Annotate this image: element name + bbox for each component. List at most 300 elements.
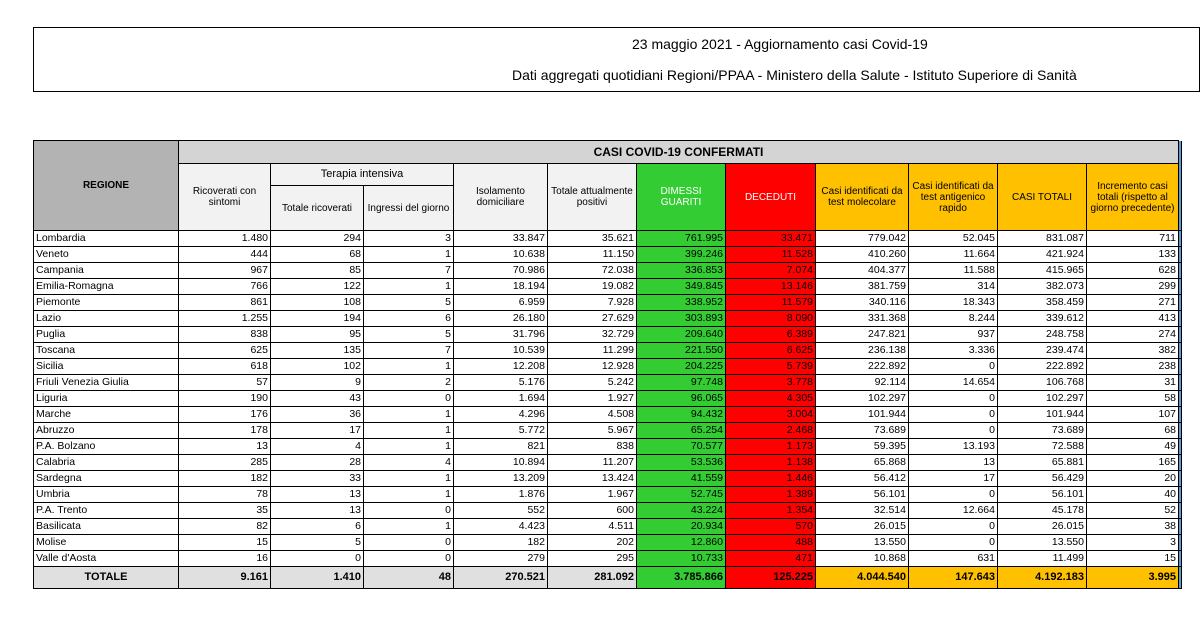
value-cell: 43.224 — [637, 503, 726, 519]
value-cell: 11.528 — [726, 247, 816, 263]
value-cell: 339.612 — [998, 311, 1087, 327]
value-cell: 1 — [364, 423, 454, 439]
blue-edge-cell — [1179, 551, 1182, 567]
value-cell: 176 — [179, 407, 271, 423]
value-cell: 32.729 — [548, 327, 637, 343]
value-cell: 236.138 — [816, 343, 909, 359]
region-name-cell: Lazio — [34, 311, 179, 327]
value-cell: 12.928 — [548, 359, 637, 375]
value-cell: 13 — [909, 455, 998, 471]
table-row — [34, 551, 1182, 567]
value-cell: 248.758 — [998, 327, 1087, 343]
value-cell: 0 — [364, 551, 454, 567]
region-name-cell: Toscana — [34, 343, 179, 359]
value-cell: 7 — [364, 263, 454, 279]
value-cell: 35 — [179, 503, 271, 519]
table-row — [34, 407, 1182, 423]
value-cell: 0 — [364, 535, 454, 551]
value-cell: 5 — [364, 295, 454, 311]
value-cell: 271 — [1087, 295, 1179, 311]
value-cell: 239.474 — [998, 343, 1087, 359]
value-cell: 101.944 — [816, 407, 909, 423]
col-header-isolamento: Isolamento domiciliare — [454, 164, 548, 231]
region-name-cell: P.A. Bolzano — [34, 439, 179, 455]
value-cell: 5.967 — [548, 423, 637, 439]
col-header-positivi: Totale attualmente positivi — [548, 164, 637, 231]
value-cell: 779.042 — [816, 231, 909, 247]
value-cell: 552 — [454, 503, 548, 519]
col-header-deceduti: DECEDUTI — [726, 164, 816, 231]
covid-cases-table — [33, 140, 1182, 589]
blue-edge-cell — [1179, 375, 1182, 391]
value-cell: 349.845 — [637, 279, 726, 295]
value-cell: 1.255 — [179, 311, 271, 327]
value-cell: 56.412 — [816, 471, 909, 487]
value-cell: 279 — [454, 551, 548, 567]
value-cell: 165 — [1087, 455, 1179, 471]
value-cell: 209.640 — [637, 327, 726, 343]
blue-edge-cell — [1179, 359, 1182, 375]
col-header-ti-totale: Totale ricoverati — [271, 186, 364, 231]
value-cell: 0 — [364, 391, 454, 407]
table-row — [34, 359, 1182, 375]
blue-edge-cell — [1179, 535, 1182, 551]
blue-edge-cell — [1179, 391, 1182, 407]
value-cell: 12.208 — [454, 359, 548, 375]
value-cell: 135 — [271, 343, 364, 359]
value-cell: 78 — [179, 487, 271, 503]
value-cell: 6 — [364, 311, 454, 327]
value-cell: 6.389 — [726, 327, 816, 343]
table-row — [34, 487, 1182, 503]
value-cell: 45.178 — [998, 503, 1087, 519]
header-date: 23 maggio 2021 - Aggiornamento casi Covid-19 — [632, 36, 928, 52]
value-cell: 182 — [179, 471, 271, 487]
value-cell: 190 — [179, 391, 271, 407]
table-row — [34, 519, 1182, 535]
value-cell: 631 — [909, 551, 998, 567]
value-cell: 107 — [1087, 407, 1179, 423]
region-name-cell: Emilia-Romagna — [34, 279, 179, 295]
value-cell: 102.297 — [816, 391, 909, 407]
value-cell: 36 — [271, 407, 364, 423]
value-cell: 415.965 — [998, 263, 1087, 279]
blue-edge-cell — [1179, 231, 1182, 247]
value-cell: 12.860 — [637, 535, 726, 551]
region-name-cell: Abruzzo — [34, 423, 179, 439]
value-cell: 10.638 — [454, 247, 548, 263]
value-cell: 628 — [1087, 263, 1179, 279]
table-row — [34, 439, 1182, 455]
value-cell: 4.423 — [454, 519, 548, 535]
table-row — [34, 311, 1182, 327]
region-name-cell: Puglia — [34, 327, 179, 343]
total-value-cell: 9.161 — [179, 567, 271, 589]
value-cell: 838 — [548, 439, 637, 455]
col-header-guariti: DIMESSI GUARITI — [637, 164, 726, 231]
value-cell: 1.138 — [726, 455, 816, 471]
value-cell: 7.928 — [548, 295, 637, 311]
value-cell: 4 — [271, 439, 364, 455]
value-cell: 95 — [271, 327, 364, 343]
value-cell: 285 — [179, 455, 271, 471]
region-name-cell: Liguria — [34, 391, 179, 407]
total-value-cell: 48 — [364, 567, 454, 589]
value-cell: 33.471 — [726, 231, 816, 247]
value-cell: 56.101 — [816, 487, 909, 503]
col-header-totali: CASI TOTALI — [998, 164, 1087, 231]
value-cell: 13.424 — [548, 471, 637, 487]
value-cell: 72.038 — [548, 263, 637, 279]
value-cell: 4.296 — [454, 407, 548, 423]
blue-edge-cell — [1179, 487, 1182, 503]
value-cell: 3.778 — [726, 375, 816, 391]
value-cell: 17 — [271, 423, 364, 439]
value-cell: 1.446 — [726, 471, 816, 487]
value-cell: 8.244 — [909, 311, 998, 327]
region-name-cell: Piemonte — [34, 295, 179, 311]
value-cell: 838 — [179, 327, 271, 343]
region-name-cell: Calabria — [34, 455, 179, 471]
region-name-cell: Sicilia — [34, 359, 179, 375]
value-cell: 20 — [1087, 471, 1179, 487]
value-cell: 299 — [1087, 279, 1179, 295]
value-cell: 238 — [1087, 359, 1179, 375]
value-cell: 65.868 — [816, 455, 909, 471]
total-value-cell: 4.192.183 — [998, 567, 1087, 589]
value-cell: 625 — [179, 343, 271, 359]
value-cell: 20.934 — [637, 519, 726, 535]
value-cell: 52 — [1087, 503, 1179, 519]
value-cell: 488 — [726, 535, 816, 551]
value-cell: 3.004 — [726, 407, 816, 423]
value-cell: 1 — [364, 439, 454, 455]
value-cell: 399.246 — [637, 247, 726, 263]
value-cell: 102 — [271, 359, 364, 375]
value-cell: 102.297 — [998, 391, 1087, 407]
value-cell: 761.995 — [637, 231, 726, 247]
value-cell: 178 — [179, 423, 271, 439]
value-cell: 0 — [909, 359, 998, 375]
total-value-cell: 1.410 — [271, 567, 364, 589]
value-cell: 0 — [909, 487, 998, 503]
col-header-molecolare: Casi identificati da test molecolare — [816, 164, 909, 231]
value-cell: 13 — [271, 503, 364, 519]
value-cell: 381.759 — [816, 279, 909, 295]
value-cell: 14.654 — [909, 375, 998, 391]
value-cell: 52.045 — [909, 231, 998, 247]
table-row — [34, 263, 1182, 279]
value-cell: 382 — [1087, 343, 1179, 359]
value-cell: 1.967 — [548, 487, 637, 503]
value-cell: 122 — [271, 279, 364, 295]
table-row — [34, 391, 1182, 407]
value-cell: 1 — [364, 471, 454, 487]
region-name-cell: Marche — [34, 407, 179, 423]
value-cell: 967 — [179, 263, 271, 279]
value-cell: 11.207 — [548, 455, 637, 471]
value-cell: 6 — [271, 519, 364, 535]
value-cell: 1.876 — [454, 487, 548, 503]
value-cell: 444 — [179, 247, 271, 263]
blue-edge-cell — [1179, 567, 1182, 589]
value-cell: 10.539 — [454, 343, 548, 359]
value-cell: 31 — [1087, 375, 1179, 391]
value-cell: 65.254 — [637, 423, 726, 439]
table-row — [34, 535, 1182, 551]
ti-group-header: Terapia intensiva — [271, 164, 454, 186]
value-cell: 11.299 — [548, 343, 637, 359]
blue-edge-cell — [1179, 519, 1182, 535]
blue-edge-cell — [1179, 503, 1182, 519]
value-cell: 70.986 — [454, 263, 548, 279]
value-cell: 600 — [548, 503, 637, 519]
value-cell: 19.082 — [548, 279, 637, 295]
value-cell: 1 — [364, 279, 454, 295]
value-cell: 52.745 — [637, 487, 726, 503]
total-value-cell: 270.521 — [454, 567, 548, 589]
total-value-cell: 147.643 — [909, 567, 998, 589]
value-cell: 336.853 — [637, 263, 726, 279]
value-cell: 13 — [179, 439, 271, 455]
value-cell: 96.065 — [637, 391, 726, 407]
value-cell: 28 — [271, 455, 364, 471]
value-cell: 18.194 — [454, 279, 548, 295]
blue-edge-cell — [1179, 407, 1182, 423]
table-row — [34, 295, 1182, 311]
value-cell: 11.150 — [548, 247, 637, 263]
region-name-cell: P.A. Trento — [34, 503, 179, 519]
value-cell: 33.847 — [454, 231, 548, 247]
value-cell: 33 — [271, 471, 364, 487]
region-name-cell: Valle d'Aosta — [34, 551, 179, 567]
value-cell: 57 — [179, 375, 271, 391]
value-cell: 5 — [364, 327, 454, 343]
value-cell: 413 — [1087, 311, 1179, 327]
table-row — [34, 279, 1182, 295]
total-value-cell: 3.785.866 — [637, 567, 726, 589]
value-cell: 56.101 — [998, 487, 1087, 503]
value-cell: 274 — [1087, 327, 1179, 343]
table-row — [34, 327, 1182, 343]
value-cell: 4.305 — [726, 391, 816, 407]
value-cell: 85 — [271, 263, 364, 279]
value-cell: 6.959 — [454, 295, 548, 311]
blue-edge-cell — [1179, 295, 1182, 311]
value-cell: 1 — [364, 487, 454, 503]
value-cell: 222.892 — [998, 359, 1087, 375]
value-cell: 11.579 — [726, 295, 816, 311]
blue-edge-cell — [1179, 327, 1182, 343]
value-cell: 2.468 — [726, 423, 816, 439]
region-name-cell: Sardegna — [34, 471, 179, 487]
value-cell: 0 — [364, 503, 454, 519]
value-cell: 13.550 — [998, 535, 1087, 551]
total-value-cell: 125.225 — [726, 567, 816, 589]
value-cell: 3 — [1087, 535, 1179, 551]
col-header-antigenico: Casi identificati da test antigenico rapido — [909, 164, 998, 231]
header-source: Dati aggregati quotidiani Regioni/PPAA - Ministero della Salute - Istituto Superiore di Sanità — [512, 67, 1077, 83]
total-label: TOTALE — [34, 567, 179, 589]
value-cell: 32.514 — [816, 503, 909, 519]
region-name-cell: Umbria — [34, 487, 179, 503]
col-header-ricoverati: Ricoverati con sintomi — [179, 164, 271, 231]
table-row — [34, 231, 1182, 247]
blue-edge-cell — [1179, 279, 1182, 295]
value-cell: 72.588 — [998, 439, 1087, 455]
value-cell: 108 — [271, 295, 364, 311]
value-cell: 94.432 — [637, 407, 726, 423]
value-cell: 31.796 — [454, 327, 548, 343]
value-cell: 11.499 — [998, 551, 1087, 567]
value-cell: 618 — [179, 359, 271, 375]
value-cell: 35.621 — [548, 231, 637, 247]
value-cell: 7 — [364, 343, 454, 359]
value-cell: 15 — [179, 535, 271, 551]
band-title: CASI COVID-19 CONFERMATI — [179, 141, 1179, 164]
value-cell: 331.368 — [816, 311, 909, 327]
table-row — [34, 455, 1182, 471]
value-cell: 26.180 — [454, 311, 548, 327]
value-cell: 56.429 — [998, 471, 1087, 487]
value-cell: 10.894 — [454, 455, 548, 471]
region-header: REGIONE — [34, 141, 179, 231]
value-cell: 5.242 — [548, 375, 637, 391]
value-cell: 26.015 — [998, 519, 1087, 535]
value-cell: 6.625 — [726, 343, 816, 359]
value-cell: 0 — [909, 535, 998, 551]
table-row — [34, 343, 1182, 359]
table-row — [34, 503, 1182, 519]
total-row — [34, 567, 1182, 589]
value-cell: 294 — [271, 231, 364, 247]
value-cell: 221.550 — [637, 343, 726, 359]
blue-edge-cell — [1179, 343, 1182, 359]
value-cell: 5.772 — [454, 423, 548, 439]
total-value-cell: 3.995 — [1087, 567, 1179, 589]
value-cell: 1.354 — [726, 503, 816, 519]
col-header-ti-ingressi: Ingressi del giorno — [364, 186, 454, 231]
value-cell: 17 — [909, 471, 998, 487]
table-row — [34, 423, 1182, 439]
value-cell: 58 — [1087, 391, 1179, 407]
value-cell: 7.074 — [726, 263, 816, 279]
value-cell: 0 — [909, 423, 998, 439]
value-cell: 40 — [1087, 487, 1179, 503]
value-cell: 1 — [364, 247, 454, 263]
value-cell: 5.739 — [726, 359, 816, 375]
region-name-cell: Basilicata — [34, 519, 179, 535]
value-cell: 38 — [1087, 519, 1179, 535]
value-cell: 1.927 — [548, 391, 637, 407]
value-cell: 92.114 — [816, 375, 909, 391]
value-cell: 340.116 — [816, 295, 909, 311]
value-cell: 59.395 — [816, 439, 909, 455]
value-cell: 1.480 — [179, 231, 271, 247]
value-cell: 202 — [548, 535, 637, 551]
value-cell: 1 — [364, 519, 454, 535]
value-cell: 303.893 — [637, 311, 726, 327]
value-cell: 382.073 — [998, 279, 1087, 295]
value-cell: 53.536 — [637, 455, 726, 471]
value-cell: 0 — [909, 391, 998, 407]
value-cell: 1 — [364, 407, 454, 423]
value-cell: 404.377 — [816, 263, 909, 279]
value-cell: 295 — [548, 551, 637, 567]
value-cell: 16 — [179, 551, 271, 567]
value-cell: 68 — [1087, 423, 1179, 439]
value-cell: 10.868 — [816, 551, 909, 567]
blue-edge-cell — [1179, 263, 1182, 279]
region-name-cell: Friuli Venezia Giulia — [34, 375, 179, 391]
value-cell: 0 — [909, 407, 998, 423]
value-cell: 247.821 — [816, 327, 909, 343]
value-cell: 18.343 — [909, 295, 998, 311]
value-cell: 471 — [726, 551, 816, 567]
value-cell: 421.924 — [998, 247, 1087, 263]
value-cell: 27.629 — [548, 311, 637, 327]
value-cell: 97.748 — [637, 375, 726, 391]
value-cell: 10.733 — [637, 551, 726, 567]
value-cell: 82 — [179, 519, 271, 535]
value-cell: 11.588 — [909, 263, 998, 279]
value-cell: 43 — [271, 391, 364, 407]
value-cell: 3 — [364, 231, 454, 247]
value-cell: 12.664 — [909, 503, 998, 519]
value-cell: 73.689 — [816, 423, 909, 439]
value-cell: 3.336 — [909, 343, 998, 359]
value-cell: 711 — [1087, 231, 1179, 247]
total-value-cell: 4.044.540 — [816, 567, 909, 589]
table-row — [34, 247, 1182, 263]
value-cell: 13.193 — [909, 439, 998, 455]
value-cell: 831.087 — [998, 231, 1087, 247]
value-cell: 8.090 — [726, 311, 816, 327]
value-cell: 13 — [271, 487, 364, 503]
value-cell: 65.881 — [998, 455, 1087, 471]
value-cell: 13.146 — [726, 279, 816, 295]
value-cell: 204.225 — [637, 359, 726, 375]
value-cell: 1.173 — [726, 439, 816, 455]
value-cell: 13.209 — [454, 471, 548, 487]
value-cell: 5.176 — [454, 375, 548, 391]
value-cell: 106.768 — [998, 375, 1087, 391]
value-cell: 182 — [454, 535, 548, 551]
value-cell: 11.664 — [909, 247, 998, 263]
value-cell: 338.952 — [637, 295, 726, 311]
value-cell: 4 — [364, 455, 454, 471]
value-cell: 13.550 — [816, 535, 909, 551]
value-cell: 0 — [271, 551, 364, 567]
blue-edge-cell — [1179, 247, 1182, 263]
value-cell: 194 — [271, 311, 364, 327]
value-cell: 5 — [271, 535, 364, 551]
region-name-cell: Veneto — [34, 247, 179, 263]
value-cell: 68 — [271, 247, 364, 263]
value-cell: 2 — [364, 375, 454, 391]
value-cell: 73.689 — [998, 423, 1087, 439]
blue-edge-cell — [1179, 471, 1182, 487]
value-cell: 15 — [1087, 551, 1179, 567]
blue-edge-cell — [1179, 439, 1182, 455]
value-cell: 101.944 — [998, 407, 1087, 423]
col-header-incremento: Incremento casi totali (rispetto al giorno precedente) — [1087, 164, 1179, 231]
value-cell: 4.511 — [548, 519, 637, 535]
value-cell: 41.559 — [637, 471, 726, 487]
value-cell: 570 — [726, 519, 816, 535]
blue-edge-cell — [1179, 455, 1182, 471]
value-cell: 861 — [179, 295, 271, 311]
